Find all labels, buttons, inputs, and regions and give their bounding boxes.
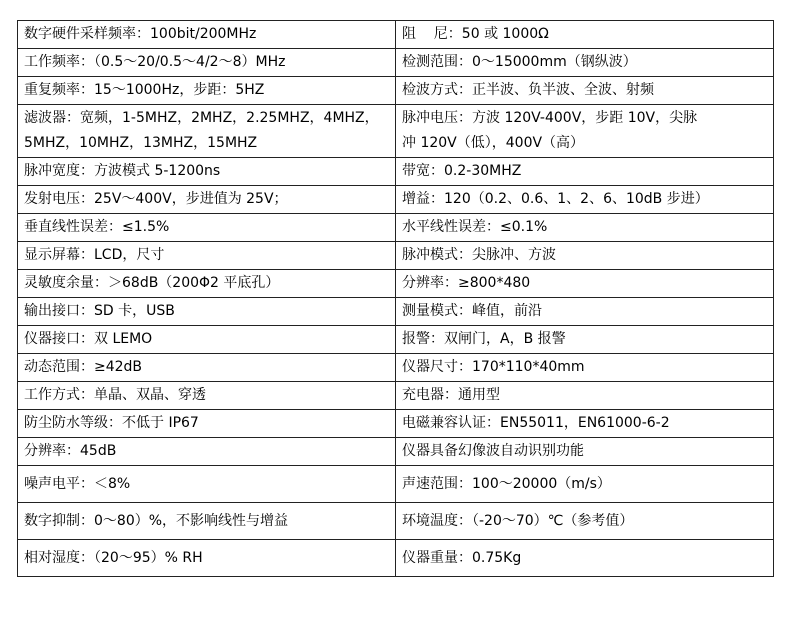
spec-cell: 测量模式：峰值，前沿 [396, 298, 774, 326]
table-row [18, 503, 774, 540]
spec-cell: 动态范围：≥42dB [18, 354, 396, 382]
spec-cell: 带宽：0.2-30MHZ [396, 158, 774, 186]
spec-cell: 数字抑制：0～80）%，不影响线性与增益 [18, 503, 396, 540]
spec-cell: 仪器尺寸：170*110*40mm [396, 354, 774, 382]
spec-cell: 脉冲宽度：方波模式 5-1200ns [18, 158, 396, 186]
spec-cell: 声速范围：100～20000（m/s） [396, 466, 774, 503]
spec-cell: 发射电压：25V～400V，步进值为 25V； [18, 186, 396, 214]
spec-cell: 数字硬件采样频率：100bit/200MHz [18, 21, 396, 49]
spec-cell: 电磁兼容认证：EN55011，EN61000-6-2 [396, 410, 774, 438]
spec-cell: 增益：120（0.2、0.6、1、2、6、10dB 步进） [396, 186, 774, 214]
table-row [18, 49, 774, 77]
spec-cell: 报警：双闸门，A，B 报警 [396, 326, 774, 354]
spec-cell: 脉冲电压：方波 120V-400V，步距 10V，尖脉 冲 120V（低），400V（高） [396, 105, 774, 158]
table-row [18, 326, 774, 354]
spec-cell: 工作方式：单晶、双晶、穿透 [18, 382, 396, 410]
table-row [18, 382, 774, 410]
spec-table [17, 20, 774, 577]
spec-cell: 相对湿度：（20～95）% RH [18, 540, 396, 577]
spec-cell: 仪器具备幻像波自动识别功能 [396, 438, 774, 466]
table-row [18, 77, 774, 105]
table-row [18, 354, 774, 382]
spec-cell: 垂直线性误差：≤1.5% [18, 214, 396, 242]
spec-cell: 输出接口：SD 卡，USB [18, 298, 396, 326]
spec-cell: 显示屏幕：LCD，尺寸 [18, 242, 396, 270]
table-row [18, 438, 774, 466]
table-row [18, 158, 774, 186]
spec-cell: 脉冲模式：尖脉冲、方波 [396, 242, 774, 270]
table-row [18, 242, 774, 270]
spec-cell: 仪器接口：双 LEMO [18, 326, 396, 354]
spec-cell: 灵敏度余量：＞68dB（200Φ2 平底孔） [18, 270, 396, 298]
spec-cell: 分辨率：45dB [18, 438, 396, 466]
table-row [18, 105, 774, 158]
spec-cell: 检波方式：正半波、负半波、全波、射频 [396, 77, 774, 105]
table-row [18, 298, 774, 326]
table-row [18, 270, 774, 298]
table-row [18, 186, 774, 214]
spec-cell: 充电器：通用型 [396, 382, 774, 410]
table-row [18, 21, 774, 49]
spec-cell: 水平线性误差：≤0.1% [396, 214, 774, 242]
table-row [18, 540, 774, 577]
spec-cell: 分辨率：≥800*480 [396, 270, 774, 298]
table-row [18, 410, 774, 438]
spec-cell: 滤波器：宽频，1-5MHZ，2MHZ，2.25MHZ，4MHZ， 5MHZ，10MHZ，13MHZ，15MHZ [18, 105, 396, 158]
spec-cell: 防尘防水等级：不低于 IP67 [18, 410, 396, 438]
spec-cell: 检测范围：0～15000mm（钢纵波） [396, 49, 774, 77]
spec-cell: 环境温度：（-20～70）℃（参考值） [396, 503, 774, 540]
spec-cell: 重复频率：15～1000Hz，步距：5HZ [18, 77, 396, 105]
table-row [18, 466, 774, 503]
table-row [18, 214, 774, 242]
spec-cell: 仪器重量：0.75Kg [396, 540, 774, 577]
spec-cell: 工作频率：（0.5～20/0.5～4/2～8）MHz [18, 49, 396, 77]
spec-cell: 噪声电平：＜8% [18, 466, 396, 503]
spec-cell: 阻 尼：50 或 1000Ω [396, 21, 774, 49]
